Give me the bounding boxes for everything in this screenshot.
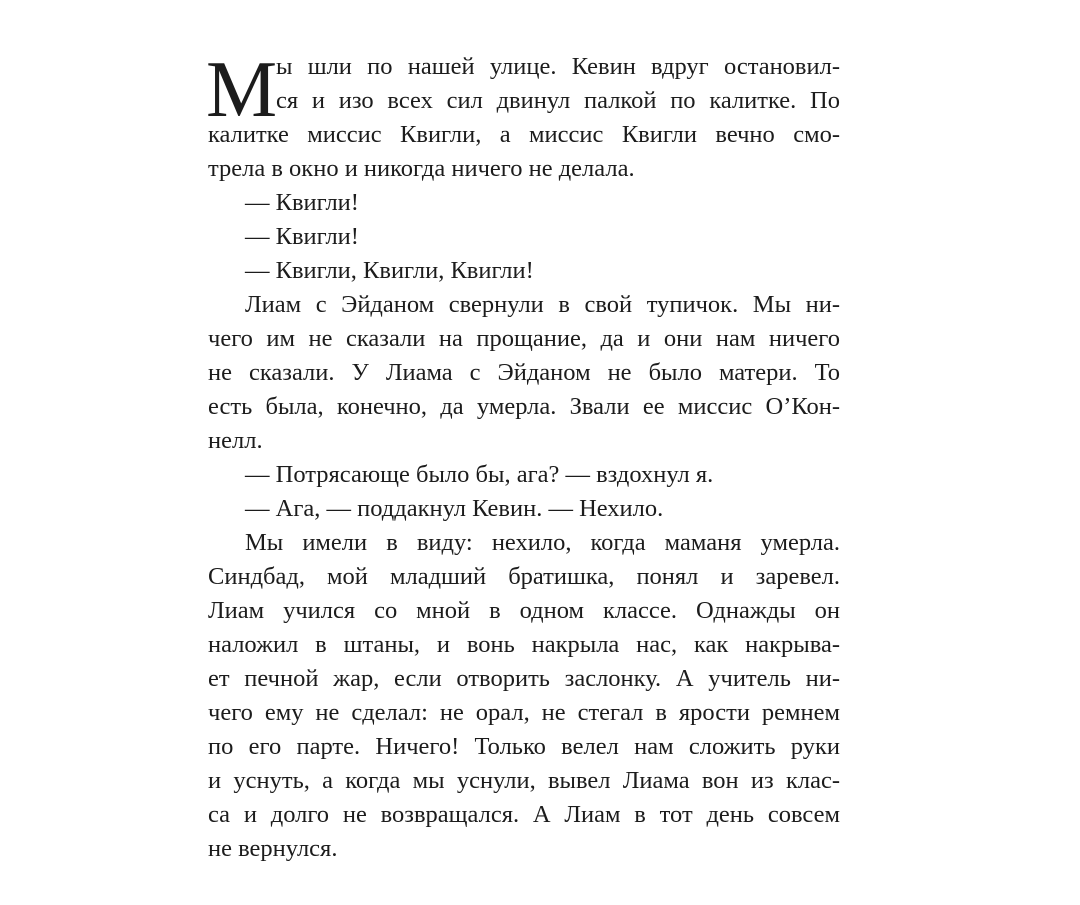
- text-line: ы шли по нашей улице. Кевин вдруг остановил-: [276, 53, 840, 80]
- text-line: Лиам с Эйданом свернули в свой тупичок. Мы ни-: [245, 291, 840, 318]
- text-line: са и долго не возвращался. А Лиам в тот день совсем: [208, 801, 840, 828]
- text-line: наложил в штаны, и вонь накрыла нас, как накрыва-: [208, 631, 840, 658]
- text-line: нелл.: [208, 427, 263, 454]
- text-line: не вернулся.: [208, 835, 338, 862]
- text-line: не сказали. У Лиама с Эйданом не было матери. То: [208, 359, 840, 386]
- text-line: трела в окно и никогда ничего не делала.: [208, 155, 635, 182]
- text-line: калитке миссис Квигли, а миссис Квигли вечно смо-: [208, 121, 840, 148]
- dialogue-line: — Квигли!: [245, 189, 359, 216]
- book-page: [206, 46, 840, 866]
- text-line: чего ему не сделал: не орал, не стегал в ярости ремнем: [208, 699, 840, 726]
- drop-cap-letter: М: [206, 46, 276, 134]
- dialogue-line: — Квигли, Квигли, Квигли!: [245, 257, 534, 284]
- text-line: по его парте. Ничего! Только велел нам сложить руки: [208, 733, 840, 760]
- dialogue-line: — Ага, — поддакнул Кевин. — Нехило.: [245, 495, 664, 522]
- dialogue-line: — Потрясающе было бы, ага? — вздохнул я.: [245, 461, 714, 488]
- text-line: и уснуть, а когда мы уснули, вывел Лиама вон из клас-: [208, 767, 840, 794]
- text-line: Мы имели в виду: нехило, когда маманя умерла.: [245, 529, 840, 556]
- text-line: есть была, конечно, да умерла. Звали ее миссис О’Кон-: [208, 393, 840, 420]
- text-line: ся и изо всех сил двинул палкой по калитке. По: [276, 87, 840, 114]
- text-line: Лиам учился со мной в одном классе. Однажды он: [208, 597, 840, 624]
- dialogue-line: — Квигли!: [245, 223, 359, 250]
- text-line: Синдбад, мой младший братишка, понял и заревел.: [208, 563, 840, 590]
- text-line: ет печной жар, если отворить заслонку. А учитель ни-: [208, 665, 840, 692]
- text-line: чего им не сказали на прощание, да и они нам ничего: [208, 325, 840, 352]
